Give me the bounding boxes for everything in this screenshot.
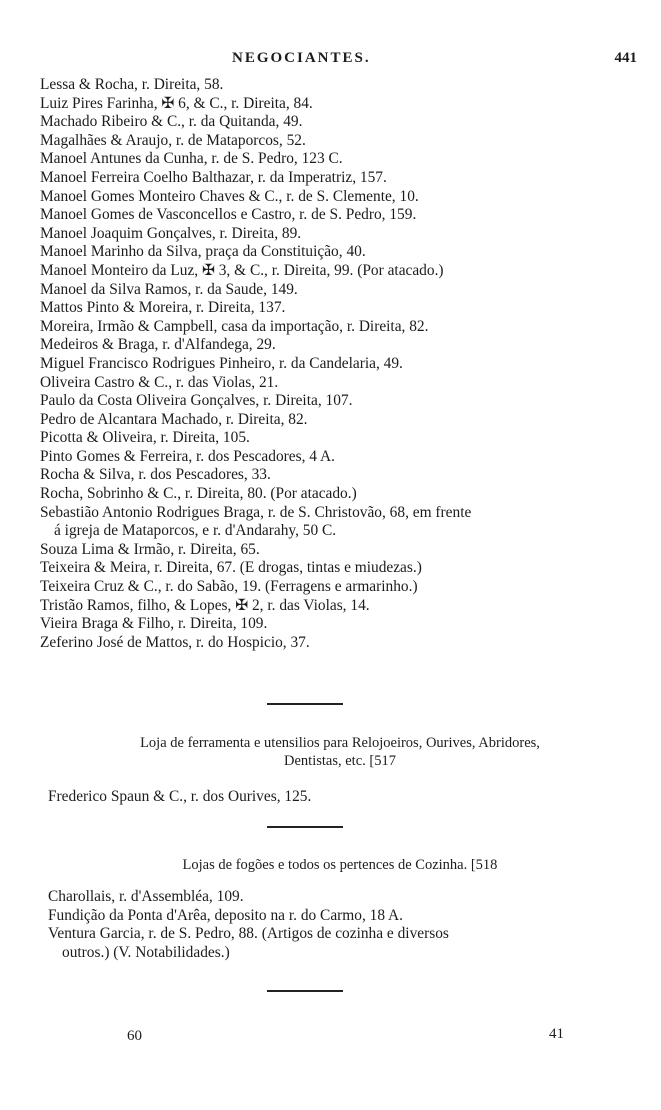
list-item: Manoel da Silva Ramos, r. da Saude, 149. (40, 280, 298, 298)
list-item: Paulo da Costa Oliveira Gonçalves, r. Direita, 107. (40, 392, 353, 410)
list-item: Manoel Gomes Monteiro Chaves & C., r. de S. Clemente, 10. (40, 187, 419, 205)
list-item: Lessa & Rocha, r. Direita, 58. (40, 76, 224, 93)
section-heading-518-line1: Lojas de fogões e todos os pertences de Cozinha. [518 (182, 857, 498, 873)
page-number: 441 (614, 50, 637, 66)
list-item: á igreja de Mataporcos, e r. d'Andarahy, 50 C. (54, 522, 337, 540)
list-item: Tristão Ramos, filho, & Lopes, ✠ 2, r. das Violas, 14. (40, 596, 370, 614)
list-item: outros.) (V. Notabilidades.) (62, 943, 230, 961)
list-item: Charollais, r. d'Assembléa, 109. (48, 888, 244, 905)
list-item: Zeferino José de Mattos, r. do Hospicio, 37. (40, 633, 310, 651)
section-heading-517-line1: Loja de ferramenta e utensilios para Relojoeiros, Ourives, Abridores, (140, 735, 540, 751)
list-item: Vieira Braga & Filho, r. Direita, 109. (40, 615, 268, 633)
page-title: NEGOCIANTES. (232, 50, 371, 66)
list-item: Sebastião Antonio Rodrigues Braga, r. de S. Christovão, 68, em frente (40, 503, 472, 521)
section-divider (267, 703, 343, 705)
section-517-list (48, 788, 648, 807)
list-item: Pedro de Alcantara Machado, r. Direita, 82. (40, 410, 308, 428)
list-item: Manoel Monteiro da Luz, ✠ 3, & C., r. Direita, 99. (Por atacado.) (40, 261, 444, 279)
list-item: Mattos Pinto & Moreira, r. Direita, 137. (40, 299, 286, 317)
list-item: Souza Lima & Irmão, r. Direita, 65. (40, 540, 260, 558)
list-item: Miguel Francisco Rodrigues Pinheiro, r. da Candelaria, 49. (40, 354, 403, 372)
list-item: Magalhães & Araujo, r. de Mataporcos, 52. (40, 131, 306, 149)
list-item: Moreira, Irmão & Campbell, casa da importação, r. Direita, 82. (40, 317, 429, 335)
list-item: Fundição da Ponta d'Arêa, deposito na r. do Carmo, 18 A. (48, 906, 403, 924)
list-item: Medeiros & Braga, r. d'Alfandega, 29. (40, 336, 276, 354)
section-divider (267, 990, 343, 992)
list-item: Manoel Joaquim Gonçalves, r. Direita, 89. (40, 224, 302, 242)
list-item: Pinto Gomes & Ferreira, r. dos Pescadores, 4 A. (40, 447, 335, 465)
list-item: Machado Ribeiro & C., r. da Quitanda, 49. (40, 113, 303, 131)
section-heading-517 (40, 734, 640, 770)
list-item: Picotta & Oliveira, r. Direita, 105. (40, 429, 250, 447)
section-divider (267, 826, 343, 828)
signature-mark-left: 60 (127, 1028, 142, 1044)
list-item: Teixeira Cruz & C., r. do Sabão, 19. (Ferragens e armarinho.) (40, 578, 418, 596)
list-item: Manoel Ferreira Coelho Balthazar, r. da Imperatriz, 157. (40, 168, 387, 186)
list-item: Manoel Antunes da Cunha, r. de S. Pedro, 123 C. (40, 150, 343, 168)
negociantes-list (40, 76, 640, 652)
list-item: Manoel Gomes de Vasconcellos e Castro, r. de S. Pedro, 159. (40, 206, 417, 224)
list-item: Rocha, Sobrinho & C., r. Direita, 80. (Por atacado.) (40, 485, 357, 503)
list-item: Manoel Marinho da Silva, praça da Constituição, 40. (40, 243, 366, 261)
list-item: Frederico Spaun & C., r. dos Ourives, 125. (48, 788, 312, 805)
list-item: Teixeira & Meira, r. Direita, 67. (E drogas, tintas e miudezas.) (40, 559, 422, 577)
list-item: Oliveira Castro & C., r. das Violas, 21. (40, 373, 279, 391)
section-heading-517-line2: Dentistas, etc. [517 (284, 753, 396, 769)
signature-mark-right: 41 (549, 1026, 564, 1042)
list-item: Luiz Pires Farinha, ✠ 6, & C., r. Direita, 84. (40, 94, 313, 112)
page-header (0, 50, 661, 74)
list-item: Ventura Garcia, r. de S. Pedro, 88. (Artigos de cozinha e diversos (48, 925, 449, 943)
section-518-list (48, 888, 648, 962)
list-item: Rocha & Silva, r. dos Pescadores, 33. (40, 466, 271, 484)
section-heading-518 (40, 856, 640, 874)
